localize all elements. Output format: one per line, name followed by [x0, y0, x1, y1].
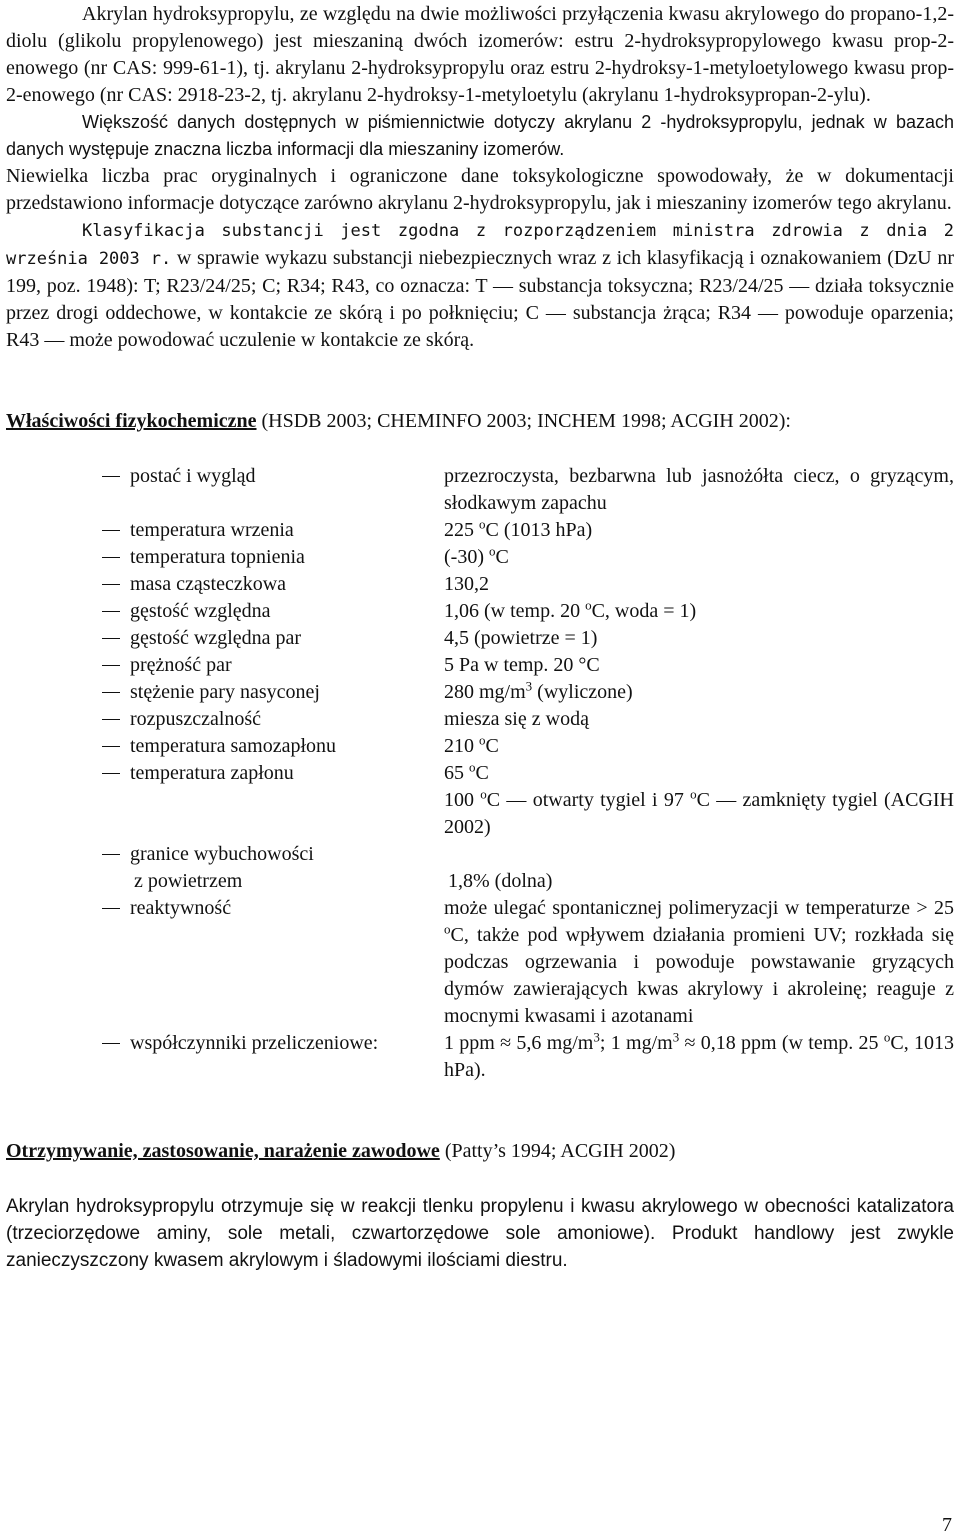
property-row: [6, 1030, 954, 1084]
property-name: temperatura zapłonu: [130, 762, 294, 784]
property-name: prężność par: [130, 654, 232, 676]
property-name: granice wybuchowości: [130, 843, 314, 865]
intro-paragraph-3: Niewielka liczba prac oryginalnych i ograniczone dane toksykologiczne spowodowały, że w dokumentacji przedstawiono informacje dotyczące zarówno akrylanu 2-hydroksypropylu, jak i mieszaniny izomerów tego akrylanu.: [6, 165, 954, 214]
property-name: temperatura wrzenia: [130, 519, 294, 541]
intro-paragraph-1: Akrylan hydroksypropylu, ze względu na dwie możliwości przyłączenia kwasu akrylowego do propano-1,2-diolu (glikolu propylenowego) jest mieszaniną dwóch izomerów: estru 2-hydroksypropylowego kwasu prop-2-enowego (nr CAS: 999-61-1), tj. akrylanu 2-hydroksypropylu oraz estru 2-hydroksy-1-metyloetylowego kwasu prop-2-enowego (nr CAS: 2918-23-2, tj. akrylanu 2-hydroksy-1-metyloetylu (akrylanu 1-hydroksypropan-2-ylu).: [6, 3, 954, 106]
property-name: gęstość względna par: [130, 627, 302, 649]
dash-marker: [6, 895, 130, 922]
spacer: [6, 435, 954, 463]
classification-rest: w sprawie wykazu substancji niebezpiecznych wraz z ich klasyfikacją i oznakowaniem (DzU nr 199, poz. 1948): T; R23/24/25; C; R34; R43, co oznacza: T ― substancja toksyczna; R23/24/25 ― działa toksycznie przez drogi oddechowe, w kontakcie ze skórą i po połknięciu; C ― substancja żrąca; R34 ― powoduje oparzenia; R43 ― może powodować uczulenie w kontakcie ze skórą.: [6, 247, 954, 351]
property-row: [6, 652, 954, 679]
page-number: 7: [942, 1514, 952, 1536]
property-value: 210 $^o$C: [444, 732, 499, 757]
property-value: (-30) $^o$C: [444, 543, 509, 568]
property-name: temperatura samozapłonu: [130, 735, 337, 757]
property-value: 1 ppm ≈ 5,6 $mg/m^3$; 1 $mg/m^3 \approx 0,18$ ppm (w temp. 25 $^o$C, 1013 hPa).: [444, 1029, 954, 1081]
dash-marker: [6, 598, 130, 625]
dash-marker: [6, 652, 130, 679]
dash-marker: [6, 1030, 130, 1057]
property-value: może ulegać spontanicznej polimeryzacji w temperaturze > 25 $^o$C, także pod wpływem działania promieni UV; rozkłada się podczas ogrzewania i powoduje powstawanie gryzących dymów zawierających kwas akrylowy i akroleinę; reaguje z mocnymi kwasami i azotanami: [444, 897, 954, 1027]
property-value: 1,8% (dolna): [448, 870, 553, 892]
spacer: [6, 354, 954, 408]
property-name: gęstość względna: [130, 600, 271, 622]
dash-marker: [6, 463, 130, 490]
property-name: rozpuszczalność: [130, 708, 262, 730]
property-name: masa cząsteczkowa: [130, 573, 287, 595]
dash-marker: [6, 679, 130, 706]
properties-list: [6, 463, 954, 1084]
dash-marker: [6, 571, 130, 598]
property-value: 1,06 (w temp. 20 $^o$C, woda = 1): [444, 597, 697, 622]
property-name: z powietrzem: [134, 870, 243, 892]
property-name: temperatura topnienia: [130, 546, 305, 568]
property-row: [6, 760, 954, 787]
property-row: [6, 895, 954, 1030]
property-value: 4,5 (powietrze = 1): [444, 627, 598, 649]
property-row: [6, 463, 954, 517]
property-row: [6, 787, 954, 841]
production-heading-title: Otrzymywanie, zastosowanie, narażenie zawodowe: [6, 1140, 440, 1162]
property-row: [6, 868, 954, 895]
property-value: 130,2: [444, 573, 489, 595]
property-value: 65 $^o$C: [444, 759, 489, 784]
property-row: [6, 706, 954, 733]
property-row: [6, 544, 954, 571]
property-name: postać i wygląd: [130, 465, 256, 487]
property-row: [6, 571, 954, 598]
dash-marker: [6, 517, 130, 544]
properties-heading: [6, 408, 954, 435]
production-paragraph: Akrylan hydroksypropylu otrzymuje się w reakcji tlenku propylenu i kwasu akrylowego w obecności katalizatora (trzeciorzędowe aminy, sole metali, czwartorzędowe sole amoniowe). Produkt handlowy jest zwykle zanieczyszczony kwasem akrylowym i śladowymi ilościami diestru.: [6, 1196, 954, 1271]
document-page: [6, 0, 954, 1274]
dash-marker: [6, 733, 130, 760]
property-value: 280 $mg/m^3$ (wyliczone): [444, 678, 633, 703]
property-row: [6, 598, 954, 625]
dash-marker: [6, 544, 130, 571]
dash-marker: [6, 760, 130, 787]
property-name: współczynniki przeliczeniowe:: [130, 1032, 379, 1054]
classification-lead: Klasyfikacja substancji jest zgodna z rozporządzeniem ministra zdrowia z dnia 2 września 2003 r.: [6, 221, 954, 269]
property-value: 225 $^o$C (1013 hPa): [444, 516, 593, 541]
classification-paragraph: [6, 217, 954, 354]
intro-paragraph-2: Większość danych dostępnych w piśmiennictwie dotyczy akrylanu 2 -hydroksypropylu, jednak w bazach danych występuje znaczna liczba informacji dla mieszaniny izomerów.: [6, 112, 954, 159]
dash-marker: [6, 841, 130, 868]
properties-heading-title: Właściwości fizykochemiczne: [6, 410, 257, 432]
property-value: przezroczysta, bezbarwna lub jasnożółta ciecz, o gryzącym, słodkawym zapachu: [444, 465, 954, 514]
property-row: [6, 517, 954, 544]
spacer: [6, 1165, 954, 1193]
spacer: [6, 1084, 954, 1138]
production-heading: [6, 1138, 954, 1165]
property-name: reaktywność: [130, 897, 232, 919]
properties-heading-sources: (HSDB 2003; CHEMINFO 2003; INCHEM 1998; ACGIH 2002):: [256, 410, 791, 432]
dash-marker: [6, 706, 130, 733]
property-row: [6, 841, 954, 868]
property-value: 100 $^o$C ― otwarty tygiel i 97 $^o$C ― zamknięty tygiel (ACGIH 2002): [444, 786, 954, 838]
production-heading-sources: (Patty’s 1994; ACGIH 2002): [439, 1140, 676, 1162]
dash-marker: [6, 625, 130, 652]
property-name: stężenie pary nasyconej: [130, 681, 320, 703]
property-value: 5 Pa w temp. 20 °C: [444, 654, 600, 676]
property-row: [6, 625, 954, 652]
property-row: [6, 733, 954, 760]
property-value: miesza się z wodą: [444, 708, 589, 730]
property-row: [6, 679, 954, 706]
